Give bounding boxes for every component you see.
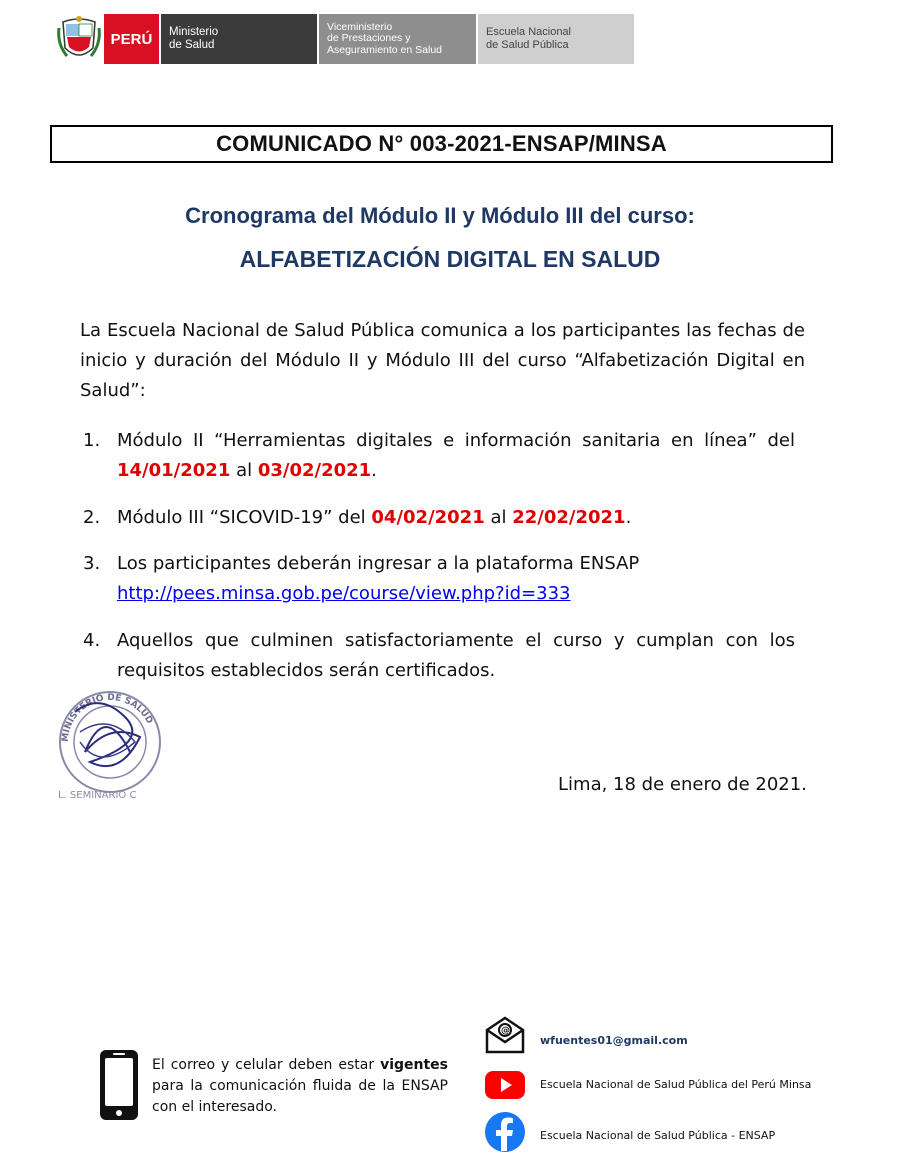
list-text: Módulo III “SICOVID-19” del 04/02/2021 al 22/02/2021. (117, 507, 632, 528)
intro-paragraph: La Escuela Nacional de Salud Pública comunica a los participantes las fechas de inicio y duración del Módulo II y Módulo III del curso “Alfabetización Digital en Salud”: (80, 320, 805, 401)
facebook-icon (484, 1111, 526, 1153)
start-date: 14/01/2021 (117, 460, 231, 481)
contact-email: wfuentes01@gmail.com (540, 1034, 688, 1047)
svg-text:@: @ (501, 1026, 510, 1036)
list-number: 2. (83, 507, 101, 528)
subtitle-line-1: Cronograma del Módulo II y Módulo III del curso: (185, 203, 695, 228)
subtitle-line-2: ALFABETIZACIÓN DIGITAL EN SALUD (239, 246, 661, 272)
mobile-phone-icon (98, 1048, 140, 1122)
platform-link[interactable]: http://pees.minsa.gob.pe/course/view.php?id=333 (117, 583, 571, 604)
page-title: COMUNICADO N° 003-2021-ENSAP/MINSA (216, 131, 667, 156)
peru-coat-of-arms-icon (57, 14, 101, 64)
list-text: Módulo II “Herramientas digitales e información sanitaria en línea” del 14/01/2021 al 03/02/2021. (117, 430, 795, 481)
list-item (80, 426, 795, 486)
document-date: Lima, 18 de enero de 2021. (558, 774, 807, 795)
youtube-channel: Escuela Nacional de Salud Pública del Perú Minsa (540, 1078, 812, 1091)
facebook-page: Escuela Nacional de Salud Pública - ENSAP (540, 1129, 776, 1142)
stamp-name: L. SEMINARIO C (58, 790, 137, 801)
title-box (50, 125, 833, 163)
viceministerio-badge: Viceministerio de Prestaciones y Aseguramiento en Salud (319, 14, 476, 64)
list-text: Los participantes deberán ingresar a la plataforma ENSAP http://pees.minsa.gob.pe/course/view.php?id=333 (117, 553, 640, 604)
start-date: 04/02/2021 (371, 507, 485, 528)
list-number: 1. (83, 430, 101, 451)
end-date: 03/02/2021 (257, 460, 372, 481)
header-logos (57, 14, 636, 64)
end-date: 22/02/2021 (512, 507, 626, 528)
list-number: 3. (83, 553, 101, 574)
list-text: Aquellos que culminen satisfactoriamente el curso y cumplan con los requisitos establecidos serán certificados. (117, 630, 795, 681)
official-stamp (50, 682, 170, 807)
contact-note: El correo y celular deben estar vigentes para la comunicación fluida de la ENSAP con el interesado. (152, 1057, 448, 1115)
youtube-icon (484, 1063, 526, 1105)
list-item (80, 549, 795, 609)
escuela-badge: Escuela Nacional de Salud Pública (478, 14, 634, 64)
stamp-text: MINISTERIO DE SALUD (60, 692, 155, 743)
ministerio-badge: Ministerio de Salud (161, 14, 317, 64)
list-item (80, 626, 795, 686)
list-number: 4. (83, 630, 101, 651)
peru-badge: PERÚ (104, 14, 159, 64)
email-icon (484, 1014, 526, 1056)
list-item (80, 503, 795, 533)
